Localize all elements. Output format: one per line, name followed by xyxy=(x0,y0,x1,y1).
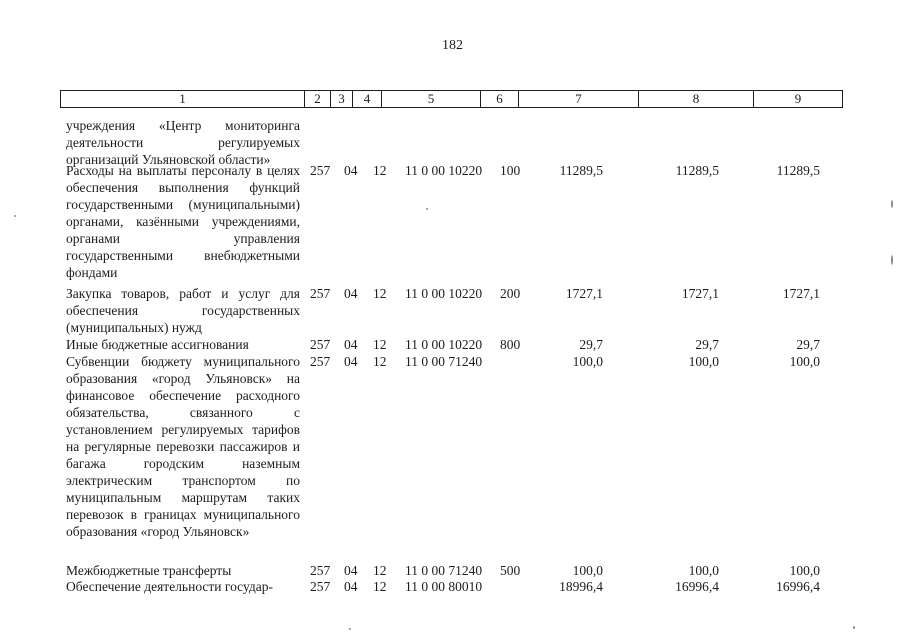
row-description: Расходы на выплаты персоналу в целях обеспечения выполнения функций государственными (муниципальными) органами, казёнными учреждениями, органами управления государственными внебюджетными фондами xyxy=(66,163,300,280)
row-target-code: 11 0 00 10220 xyxy=(405,163,483,178)
row-section: 04 xyxy=(344,163,358,178)
row-expense-type: 200 xyxy=(500,286,521,301)
row-amount-8: 11289,5 xyxy=(675,163,719,178)
header-col-5: 5 xyxy=(381,91,480,107)
row-amount-7: 100,0 xyxy=(572,563,603,578)
row-amount-7: 11289,5 xyxy=(559,163,603,178)
row-description: Иные бюджетные ассигнования xyxy=(66,337,249,352)
row-section: 04 xyxy=(344,579,358,594)
row-subsection: 12 xyxy=(373,163,387,178)
row-subsection: 12 xyxy=(373,337,387,352)
row-gr-code: 257 xyxy=(310,163,331,178)
row-gr-code: 257 xyxy=(310,354,331,369)
row-amount-8: 1727,1 xyxy=(681,286,719,301)
row-amount-8: 29,7 xyxy=(695,337,719,352)
row-description: Субвенции бюджету муниципального образования «город Ульяновск» на финансовое обеспечение расходного обязательства, связанного с установлением регулируемых тарифов на регулярные перевозки пассажиров и багажа городским наземным электрическим транспортом по муниципальным маршрутам таких перевозок в границах муниципального образования «город Ульяновск» xyxy=(66,354,300,539)
scan-speck xyxy=(853,626,855,629)
row-target-code: 11 0 00 80010 xyxy=(405,579,483,594)
row-amount-8: 100,0 xyxy=(688,354,719,369)
row-amount-9: 100,0 xyxy=(789,354,820,369)
page-number: 182 xyxy=(442,38,463,53)
scan-speck xyxy=(891,200,893,208)
row-amount-8: 16996,4 xyxy=(675,579,719,594)
header-col-2: 2 xyxy=(304,91,330,107)
scan-speck xyxy=(14,215,16,217)
row-amount-9: 100,0 xyxy=(789,563,820,578)
table-header xyxy=(60,90,843,108)
row-amount-8: 100,0 xyxy=(688,563,719,578)
row-expense-type: 500 xyxy=(500,563,521,578)
row-section: 04 xyxy=(344,286,358,301)
header-col-3: 3 xyxy=(330,91,352,107)
row-amount-7: 29,7 xyxy=(579,337,603,352)
row-section: 04 xyxy=(344,354,358,369)
header-col-4: 4 xyxy=(352,91,381,107)
row-amount-9: 11289,5 xyxy=(776,163,820,178)
row-amount-7: 18996,4 xyxy=(559,579,603,594)
row-amount-7: 100,0 xyxy=(572,354,603,369)
row-target-code: 11 0 00 71240 xyxy=(405,563,483,578)
header-col-8: 8 xyxy=(638,91,753,107)
scan-speck xyxy=(349,628,351,630)
scan-speck xyxy=(426,208,428,210)
header-col-7: 7 xyxy=(518,91,638,107)
row-amount-9: 1727,1 xyxy=(782,286,820,301)
scan-speck xyxy=(891,255,893,265)
row-subsection: 12 xyxy=(373,354,387,369)
row-description: Закупка товаров, работ и услуг для обеспечения государственных (муниципальных) нужд xyxy=(66,286,300,335)
row-subsection: 12 xyxy=(373,563,387,578)
row-expense-type: 800 xyxy=(500,337,521,352)
row-description: Межбюджетные трансферты xyxy=(66,563,232,578)
row-gr-code: 257 xyxy=(310,579,331,594)
row-target-code: 11 0 00 10220 xyxy=(405,337,483,352)
row-gr-code: 257 xyxy=(310,563,331,578)
header-col-9: 9 xyxy=(753,91,842,107)
row-target-code: 11 0 00 10220 xyxy=(405,286,483,301)
row-gr-code: 257 xyxy=(310,337,331,352)
row-subsection: 12 xyxy=(373,579,387,594)
row-target-code: 11 0 00 71240 xyxy=(405,354,483,369)
row-section: 04 xyxy=(344,337,358,352)
row-description: учреждения «Центр мониторинга деятельности регулируемых организаций Ульяновской области» xyxy=(66,118,300,167)
row-subsection: 12 xyxy=(373,286,387,301)
row-description: Обеспечение деятельности государ- xyxy=(66,579,274,594)
row-amount-9: 29,7 xyxy=(796,337,820,352)
row-section: 04 xyxy=(344,563,358,578)
header-col-1: 1 xyxy=(179,91,186,106)
row-amount-7: 1727,1 xyxy=(565,286,603,301)
row-gr-code: 257 xyxy=(310,286,331,301)
header-col-6: 6 xyxy=(480,91,518,107)
row-amount-9: 16996,4 xyxy=(776,579,820,594)
row-expense-type: 100 xyxy=(500,163,521,178)
